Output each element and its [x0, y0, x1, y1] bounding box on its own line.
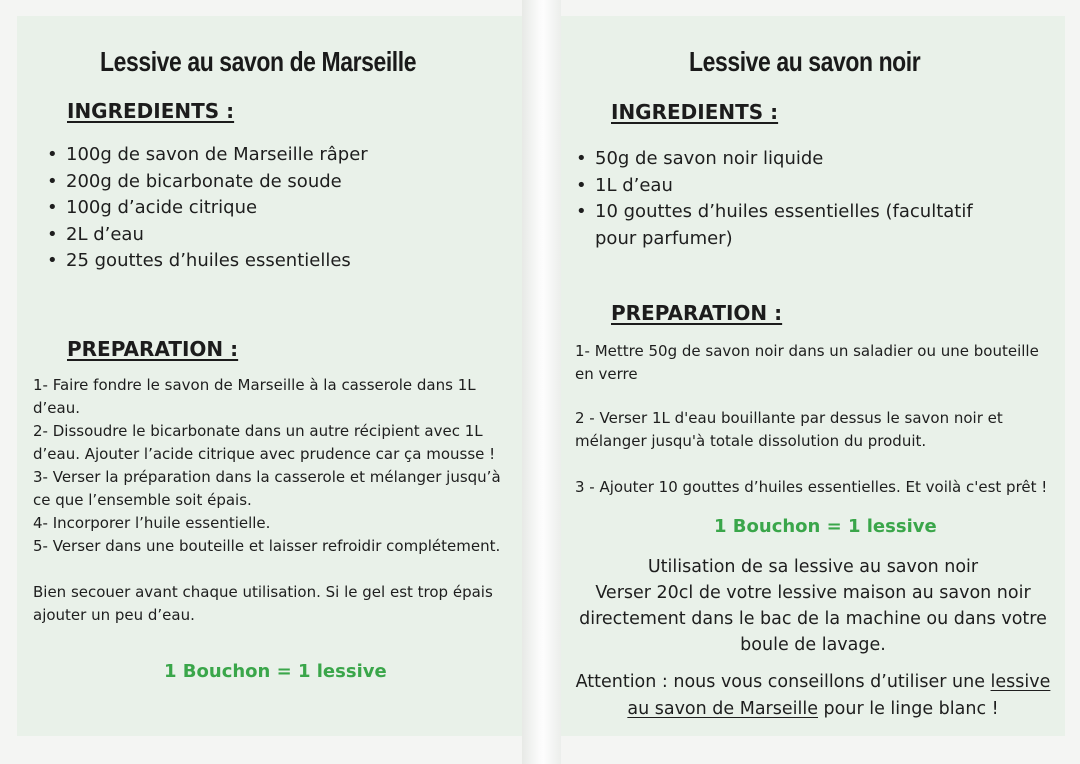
left-dose: 1 Bouchon = 1 lessive: [164, 661, 387, 682]
list-item: • 25 gouttes d’huiles essentielles: [47, 248, 507, 275]
left-preparation-heading: PREPARATION :: [67, 337, 239, 361]
step: 2- Dissoudre le bicarbonate dans un autre récipient avec 1L d’eau. Ajouter l’acide citrique avec prudence car ça mousse !: [33, 422, 496, 463]
right-ingredients-list: [576, 146, 1016, 252]
step: 1- Faire fondre le savon de Marseille à la casserole dans 1L d’eau.: [33, 376, 476, 417]
list-item: • 2L d’eau: [47, 222, 507, 249]
right-preparation-heading: PREPARATION :: [611, 301, 783, 325]
right-dose: 1 Bouchon = 1 lessive: [714, 516, 937, 537]
step: 4- Incorporer l’huile essentielle.: [33, 514, 271, 532]
right-title: Lessive au savon noir: [689, 46, 921, 77]
step: 5- Verser dans une bouteille et laisser refroidir complétement.: [33, 537, 501, 555]
usage-title: Utilisation de sa lessive au savon noir: [647, 557, 979, 577]
step: 2 - Verser 1L d'eau bouillante par dessus le savon noir et mélanger jusqu'à totale dissolution du produit.: [575, 409, 1003, 450]
left-steps: [33, 374, 511, 558]
right-page: [561, 16, 1065, 736]
list-item: • 100g de savon de Marseille râper: [47, 142, 507, 169]
right-steps: [575, 340, 1055, 499]
page-fold: [522, 0, 561, 764]
list-item: • 100g d’acide citrique: [47, 195, 507, 222]
warning-link: lessive au savon de Marseille: [627, 672, 1051, 719]
step: 3 - Ajouter 10 gouttes d’huiles essentielles. Et voilà c'est prêt !: [575, 478, 1048, 496]
list-item: • 50g de savon noir liquide: [576, 146, 1016, 173]
left-title: Lessive au savon de Marseille: [100, 46, 417, 77]
usage-block: [566, 554, 1060, 658]
right-ingredients-heading: INGREDIENTS :: [611, 100, 779, 124]
list-item: • 1L d’eau: [576, 173, 1016, 200]
warning-suffix: pour le linge blanc !: [817, 699, 999, 719]
warning: [563, 669, 1063, 723]
list-item: • 200g de bicarbonate de soude: [47, 169, 507, 196]
step: 3- Verser la préparation dans la casserole et mélanger jusqu’à ce que l’ensemble soit épais.: [33, 468, 501, 509]
list-item: • 10 gouttes d’huiles essentielles (facultatif pour parfumer): [576, 199, 1016, 252]
left-ingredients-list: [47, 142, 507, 275]
usage-text: Verser 20cl de votre lessive maison au savon noir directement dans le bac de la machine ou dans votre boule de lavage.: [579, 583, 1047, 655]
step: 1- Mettre 50g de savon noir dans un saladier ou une bouteille en verre: [575, 342, 1039, 383]
left-page: [17, 16, 522, 736]
left-tip: Bien secouer avant chaque utilisation. Si le gel est trop épais ajouter un peu d’eau.: [33, 583, 493, 624]
left-ingredients-heading: INGREDIENTS :: [67, 99, 235, 123]
warning-prefix: Attention : nous vous conseillons d’utiliser une: [575, 672, 991, 692]
